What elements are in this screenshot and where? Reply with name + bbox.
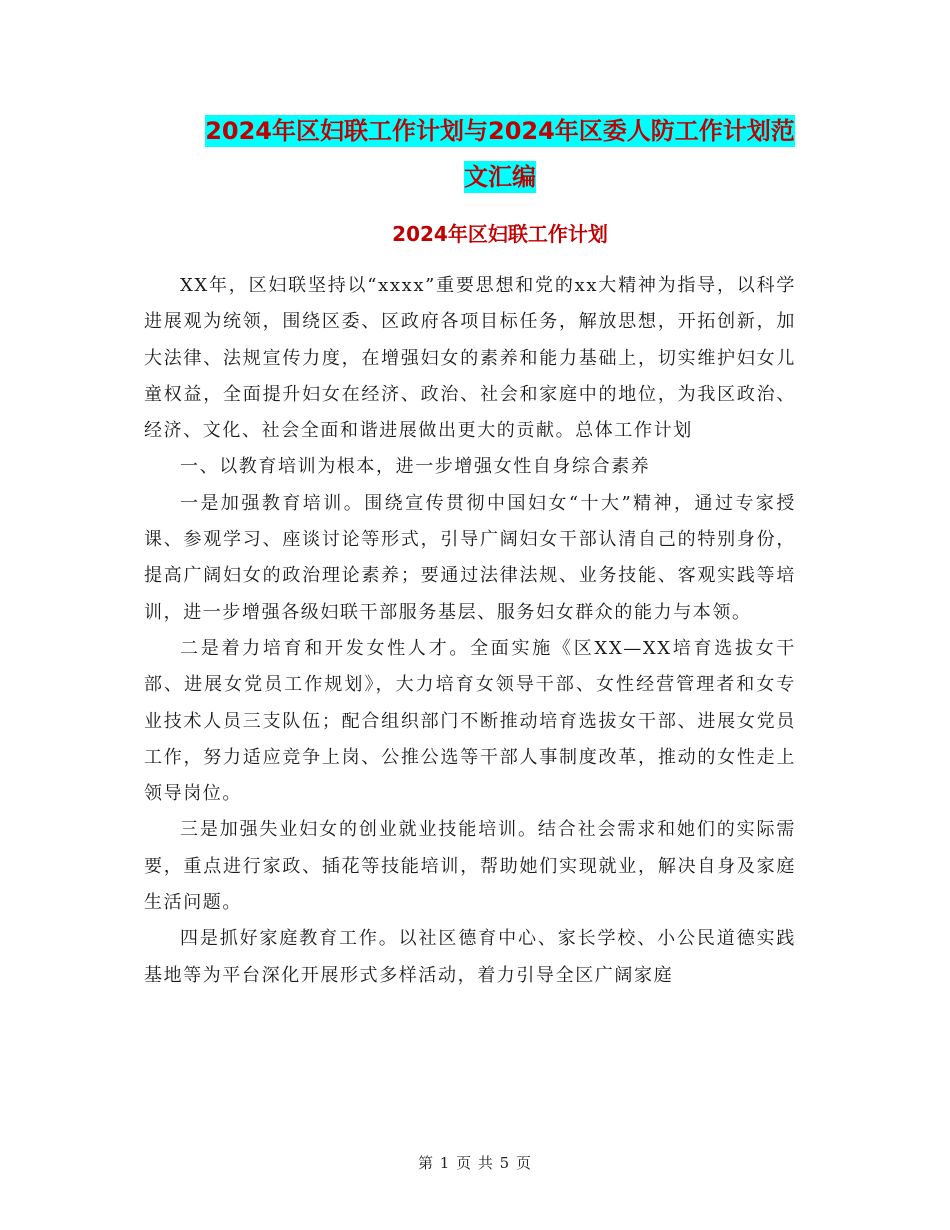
document-body [144, 268, 796, 994]
section-title: 2024年区妇联工作计划 [392, 222, 608, 246]
paragraph: 四是抓好家庭教育工作。以社区德育中心、家长学校、小公民道德实践基地等为平台深化开展形式多样活动，着力引导全区广阔家庭 [144, 928, 796, 986]
paragraph: 一是加强教育培训。围绕宣传贯彻中国妇女“十大”精神，通过专家授课、参观学习、座谈讨论等形式，引导广阔妇女干部认清自己的特别身份，提高广阔妇女的政治理论素养；要通过法律法规、业务技能、客观实践等培训，进一步增强各级妇联干部服务基层、服务妇女群众的能力与本领。 [144, 492, 796, 623]
paragraph: XX年，区妇联坚持以“xxxx”重要思想和党的xx大精神为指导，以科学进展观为统领，围绕区委、区政府各项目标任务，解放思想，开拓创新，加大法律、法规宣传力度，在增强妇女的素养和能力基础上，切实维护妇女儿童权益，全面提升妇女在经济、政治、社会和家庭中的地位，为我区政治、经济、文化、社会全面和谐进展做出更大的贡献。总体工作计划 [144, 275, 796, 442]
page-footer: 第 1 页 共 5 页 [418, 1154, 532, 1172]
document-title-line-2: 文汇编 [464, 163, 536, 191]
paragraph: 二是着力培育和开发女性人才。全面实施《区XX—XX培育选拔女干部、进展女党员工作规划》，大力培育女领导干部、女性经营管理者和女专业技术人员三支队伍；配合组织部门不断推动培育选拔女干部、进展女党员工作，努力适应竞争上岗、公推公选等干部人事制度改革，推动的女性走上领导岗位。 [144, 637, 796, 805]
document-title [140, 108, 860, 200]
paragraph: 一、以教育培训为根本，进一步增强女性自身综合素养 [180, 456, 651, 478]
paragraph: 三是加强失业妇女的创业就业技能培训。结合社会需求和她们的实际需要，重点进行家政、插花等技能培训，帮助她们实现就业，解决自身及家庭生活问题。 [144, 819, 796, 914]
document-title-line-1: 2024年区妇联工作计划与2024年区委人防工作计划范 [205, 117, 795, 145]
